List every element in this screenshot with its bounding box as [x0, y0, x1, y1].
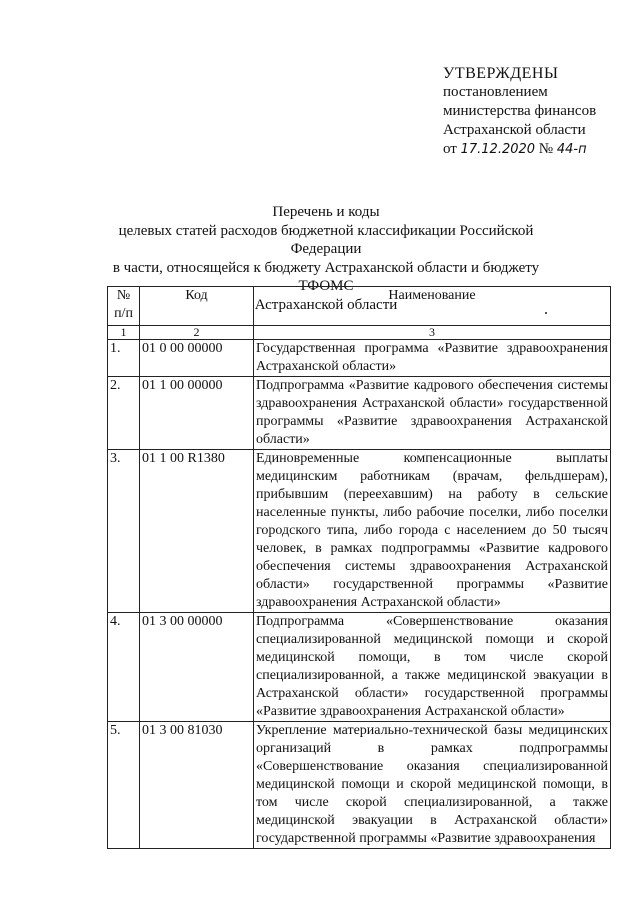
table-row — [108, 340, 611, 377]
approval-number-sign: № — [538, 141, 554, 157]
approval-line-2: министерства финансов — [443, 103, 597, 119]
header-code: Код — [140, 287, 254, 326]
approval-line-1: постановлением — [443, 84, 548, 100]
budget-codes-table — [107, 286, 611, 849]
approval-date-prefix: от — [443, 141, 457, 157]
header-name: Наименование — [254, 287, 611, 326]
column-number: 1 — [108, 326, 140, 340]
approval-stamp — [443, 64, 596, 159]
title-line-3: в части, относящейся к бюджету Астраханской области и бюджету ТФОМС — [112, 259, 540, 294]
approval-number: 44-п — [556, 142, 587, 157]
header-number: № п/п — [108, 287, 140, 326]
table-row — [108, 450, 611, 613]
approval-date-line — [443, 140, 596, 159]
row-number: 4. — [108, 613, 140, 722]
table-row — [108, 722, 611, 849]
column-number: 2 — [140, 326, 254, 340]
row-name: Подпрограмма «Совершенствование оказания специализированной медицинской помощи и скорой медицинской помощи, в том числе скорой специализированной, а также медицинской эвакуации в Астраханской области» государственной программы «Развитие здравоохранения Астраханской области» — [254, 613, 611, 722]
row-number: 3. — [108, 450, 140, 613]
table-row — [108, 377, 611, 450]
title-line-1: Перечень и коды — [272, 204, 380, 220]
row-number: 5. — [108, 722, 140, 849]
row-name: Укрепление материально-технической базы медицинских организаций в рамках подпрограммы «Совершенствование оказания специализированной медицинской помощи и скорой медицинской помощи, в том числе скорой специализированной, а также медицинской эвакуации в Астраханской области» государственной программы «Развитие здравоохранения — [254, 722, 611, 849]
row-number: 2. — [108, 377, 140, 450]
approval-date: 17.12.2020 — [460, 142, 536, 157]
approval-line-3: Астраханской области — [443, 122, 586, 138]
column-number: 3 — [254, 326, 611, 340]
row-code: 01 0 00 00000 — [140, 340, 254, 377]
table-header-row — [108, 287, 611, 326]
title-line-2: целевых статей расходов бюджетной классификации Российской Федерации — [118, 222, 534, 257]
row-code: 01 3 00 00000 — [140, 613, 254, 722]
title-line-4: Астраханской области — [254, 296, 398, 313]
row-code: 01 3 00 81030 — [140, 722, 254, 849]
approval-title: УТВЕРЖДЕНЫ — [443, 65, 559, 82]
table-row — [108, 613, 611, 722]
row-code: 01 1 00 R1380 — [140, 450, 254, 613]
row-name: Государственная программа «Развитие здравоохранения Астраханской области» — [254, 340, 611, 377]
row-code: 01 1 00 00000 — [140, 377, 254, 450]
column-number-row — [108, 326, 611, 340]
row-name: Подпрограмма «Развитие кадрового обеспечения системы здравоохранения Астраханской области» государственной программы «Развитие здравоохранения Астраханской области» — [254, 377, 611, 450]
row-number: 1. — [108, 340, 140, 377]
row-name: Единовременные компенсационные выплаты медицинским работникам (врачам, фельдшерам), прибывшим (переехавшим) на работу в сельские населенные пункты, либо рабочие поселки, либо поселки городского типа, либо города с населением до 50 тысяч человек, в рамках подпрограммы «Развитие кадрового обеспечения системы здравоохранения Астраханской области» государственной программы «Развитие здравоохранения Астраханской области» — [254, 450, 611, 613]
